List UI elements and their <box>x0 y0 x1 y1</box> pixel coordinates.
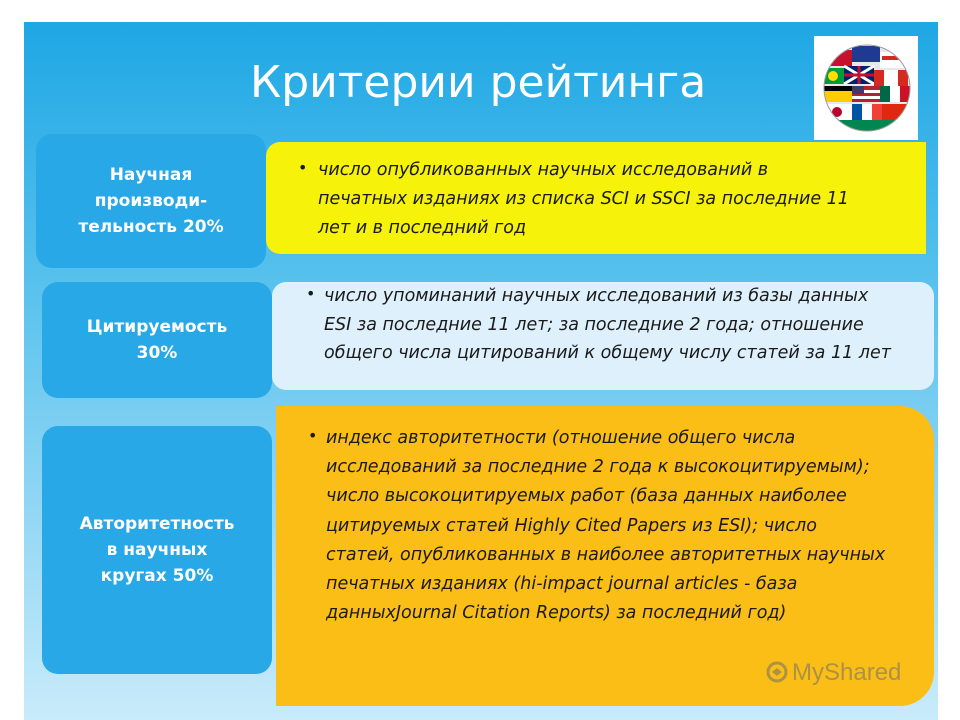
bullet-icon: • <box>308 426 318 445</box>
watermark-text: MyShared <box>792 659 902 686</box>
logo <box>814 36 918 140</box>
myshared-logo-icon <box>766 661 788 683</box>
criterion-2-description <box>272 282 934 390</box>
criterion-1-label-line: Научная <box>109 165 193 185</box>
criterion-2-label-line: Цитируемость <box>86 317 228 337</box>
criterion-3-label-line: Авторитетность <box>79 514 235 534</box>
bullet-icon: • <box>298 158 308 177</box>
criterion-2-label-line: 30% <box>136 343 178 363</box>
criterion-1-label-line: производи- <box>94 191 208 211</box>
criterion-3-text: индекс авторитетности (отношение общего числа исследований за последние 2 года к высокоцитируемым); число высокоцитируемых работ (база данных наиболее цитируемых статей Highly Cited Papers из ESI); число статей, опубликованных в наиболее авторитетных научных печатных изданиях (hi-impact journal articles - база данныхJournal Citation Reports) за последний год) <box>326 428 886 624</box>
criterion-2-text: число упоминаний научных исследований из базы данных ESI за последние 11 лет; за последние 2 года; отношение общего числа цитирований к общему числу статей за 11 лет <box>324 286 891 363</box>
criterion-2-label <box>42 282 272 398</box>
criterion-3-label-line: кругах 50% <box>100 566 214 586</box>
globe-flags-icon <box>822 42 912 134</box>
slide-title: Критерии рейтинга <box>250 57 707 108</box>
criterion-1-label <box>36 134 266 268</box>
criterion-1-text: число опубликованных научных исследований в печатных изданиях из списка SCI и SSCI за последние 11 лет и в последний год <box>318 160 849 238</box>
criterion-1-label-line: тельность 20% <box>78 217 224 237</box>
criterion-3-label-line: в научных <box>106 540 208 560</box>
criterion-3-label <box>42 426 272 674</box>
watermark <box>766 656 926 690</box>
bullet-icon: • <box>306 284 316 303</box>
criterion-1-description <box>266 142 926 254</box>
